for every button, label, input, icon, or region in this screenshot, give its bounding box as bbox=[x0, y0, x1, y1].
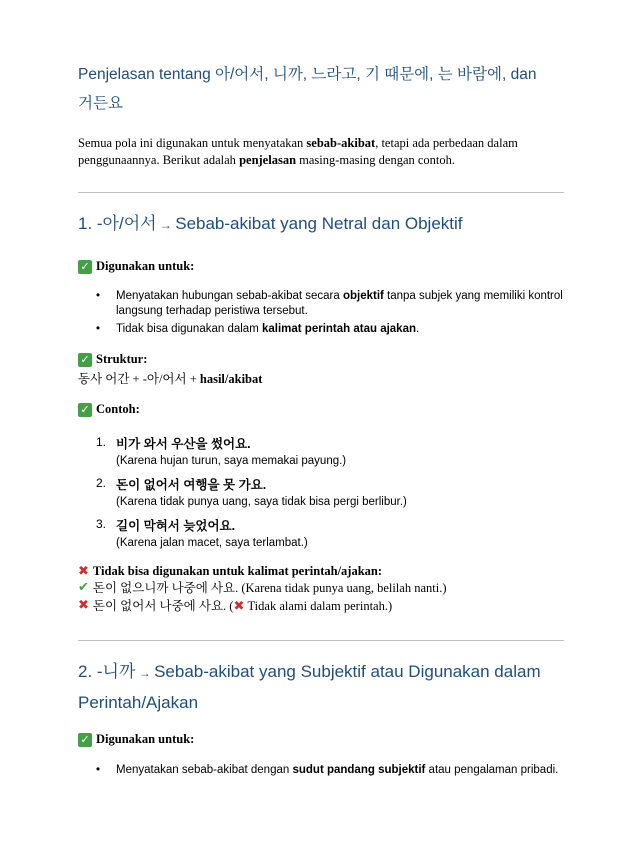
list-item: • Menyatakan sebab-akibat dengan sudut pandang subjektif atau pengalaman pribadi. bbox=[96, 763, 566, 778]
structure-label: ✓ Struktur: bbox=[78, 352, 147, 367]
list-item: • Menyatakan hubungan sebab-akibat secara objektif tanpa subjek yang memiliki kontrol langsung terhadap peristiwa tersebut. bbox=[96, 289, 566, 319]
check-mark-icon: ✔ bbox=[78, 580, 89, 595]
warning-label: ✖ Tidak bisa digunakan untuk kalimat perintah/ajakan: bbox=[78, 563, 383, 579]
cross-mark-icon: ✖ bbox=[78, 598, 89, 613]
example-item: 2. 돈이 없어서 여행을 못 가요. (Karena tidak punya uang, saya tidak bisa pergi berlibur.) bbox=[96, 476, 407, 508]
list-item: • Tidak bisa digunakan dalam kalimat perintah atau ajakan. bbox=[96, 322, 566, 337]
bad-example: ✖ 돈이 없어서 나중에 사요. (✖ Tidak alami dalam perintah.) bbox=[78, 598, 393, 614]
arrow-right-icon: → bbox=[135, 666, 155, 680]
used-for-list bbox=[96, 763, 566, 781]
section-divider bbox=[78, 192, 564, 193]
structure-formula: 동사 어간 + -아/어서 + hasil/akibat bbox=[78, 372, 263, 386]
cross-mark-icon: ✖ bbox=[78, 563, 89, 579]
example-list bbox=[96, 435, 556, 558]
example-label: ✓ Contoh: bbox=[78, 402, 140, 417]
example-item: 1. 비가 와서 우산을 썼어요. (Karena hujan turun, saya memakai payung.) bbox=[96, 435, 347, 467]
example-item: 3. 길이 막혀서 늦었어요. (Karena jalan macet, saya terlambat.) bbox=[96, 517, 308, 549]
intro-paragraph: Semua pola ini digunakan untuk menyatakan sebab-akibat, tetapi ada perbedaan dalam penggunaannya. Berikut adalah penjelasan masing-masing dengan contoh. bbox=[78, 136, 518, 167]
section-divider bbox=[78, 640, 564, 641]
used-for-label: ✓ Digunakan untuk: bbox=[78, 259, 194, 274]
used-for-label: ✓ Digunakan untuk: bbox=[78, 732, 194, 747]
section-2-heading: 2. -니까 → Sebab-akibat yang Subjektif atau Digunakan dalam Perintah/Ajakan bbox=[78, 662, 541, 712]
check-box-icon: ✓ bbox=[78, 733, 92, 747]
good-example: ✔ 돈이 없으니까 나중에 사요. (Karena tidak punya uang, belilah nanti.) bbox=[78, 580, 447, 595]
page-title: Penjelasan tentang 아/어서, 니까, 느라고, 기 때문에, 는 바람에, dan 거든요 bbox=[78, 66, 537, 112]
check-box-icon: ✓ bbox=[78, 353, 92, 367]
arrow-right-icon: → bbox=[156, 218, 176, 232]
check-box-icon: ✓ bbox=[78, 260, 92, 274]
used-for-list bbox=[96, 289, 566, 340]
cross-mark-icon: ✖ bbox=[233, 599, 245, 614]
check-box-icon: ✓ bbox=[78, 403, 92, 417]
section-1-heading: 1. -아/어서 → Sebab-akibat yang Netral dan Objektif bbox=[78, 214, 463, 233]
